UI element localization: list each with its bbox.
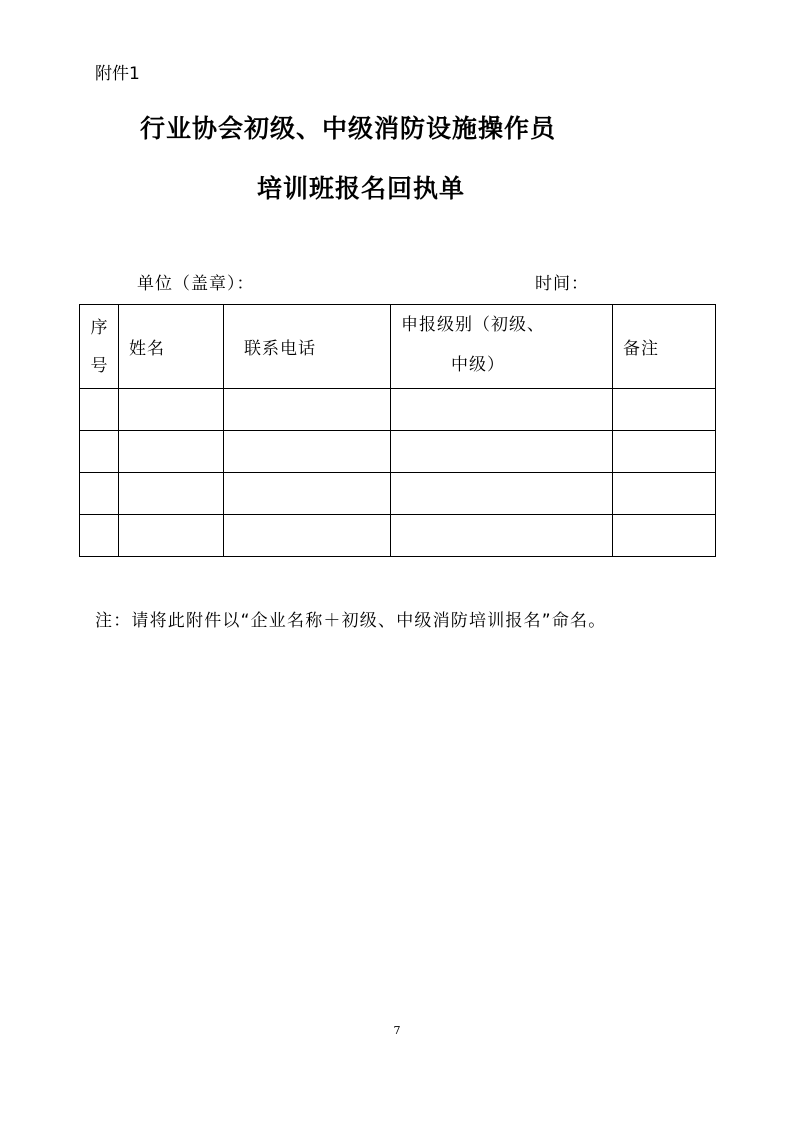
cell-remark[interactable] [613,515,716,557]
header-remark [613,305,716,389]
cell-phone[interactable] [224,473,391,515]
header-level [391,305,613,389]
table-header-row [80,305,716,389]
registration-table [79,304,716,557]
header-seq-line2: 号 [90,355,108,376]
cell-seq[interactable] [80,515,119,557]
cell-level[interactable] [391,431,613,473]
cell-seq[interactable] [80,473,119,515]
cell-seq[interactable] [80,431,119,473]
cell-phone[interactable] [224,389,391,431]
header-name [119,305,224,389]
time-label: 时间： [535,274,589,294]
cell-remark[interactable] [613,473,716,515]
header-remark-text: 备注 [623,339,659,359]
cell-phone[interactable] [224,431,391,473]
naming-note: 注：请将此附件以“企业名称＋初级、中级消防培训报名”命名。 [95,611,607,631]
header-name-text: 姓名 [129,339,165,359]
attachment-label: 附件1 [95,64,140,84]
cell-name[interactable] [119,515,224,557]
cell-level[interactable] [391,473,613,515]
document-title-line1: 行业协会初级、中级消防设施操作员 [140,114,557,143]
table-row [80,515,716,557]
page-number: 7 [393,1024,401,1037]
table-row [80,473,716,515]
table-row [80,389,716,431]
header-seq-line1: 序 [90,317,108,338]
table-row [80,431,716,473]
cell-phone[interactable] [224,515,391,557]
unit-stamp-label: 单位（盖章）： [137,274,255,294]
header-seq [80,305,119,389]
cell-name[interactable] [119,389,224,431]
cell-name[interactable] [119,473,224,515]
cell-remark[interactable] [613,389,716,431]
header-level-line1: 申报级别（初级、 [401,315,545,335]
cell-seq[interactable] [80,389,119,431]
cell-remark[interactable] [613,431,716,473]
document-title-line2: 培训班报名回执单 [257,174,466,203]
cell-name[interactable] [119,431,224,473]
header-level-line2: 中级） [451,355,505,375]
header-phone [224,305,391,389]
cell-level[interactable] [391,389,613,431]
header-phone-text: 联系电话 [244,339,316,359]
cell-level[interactable] [391,515,613,557]
